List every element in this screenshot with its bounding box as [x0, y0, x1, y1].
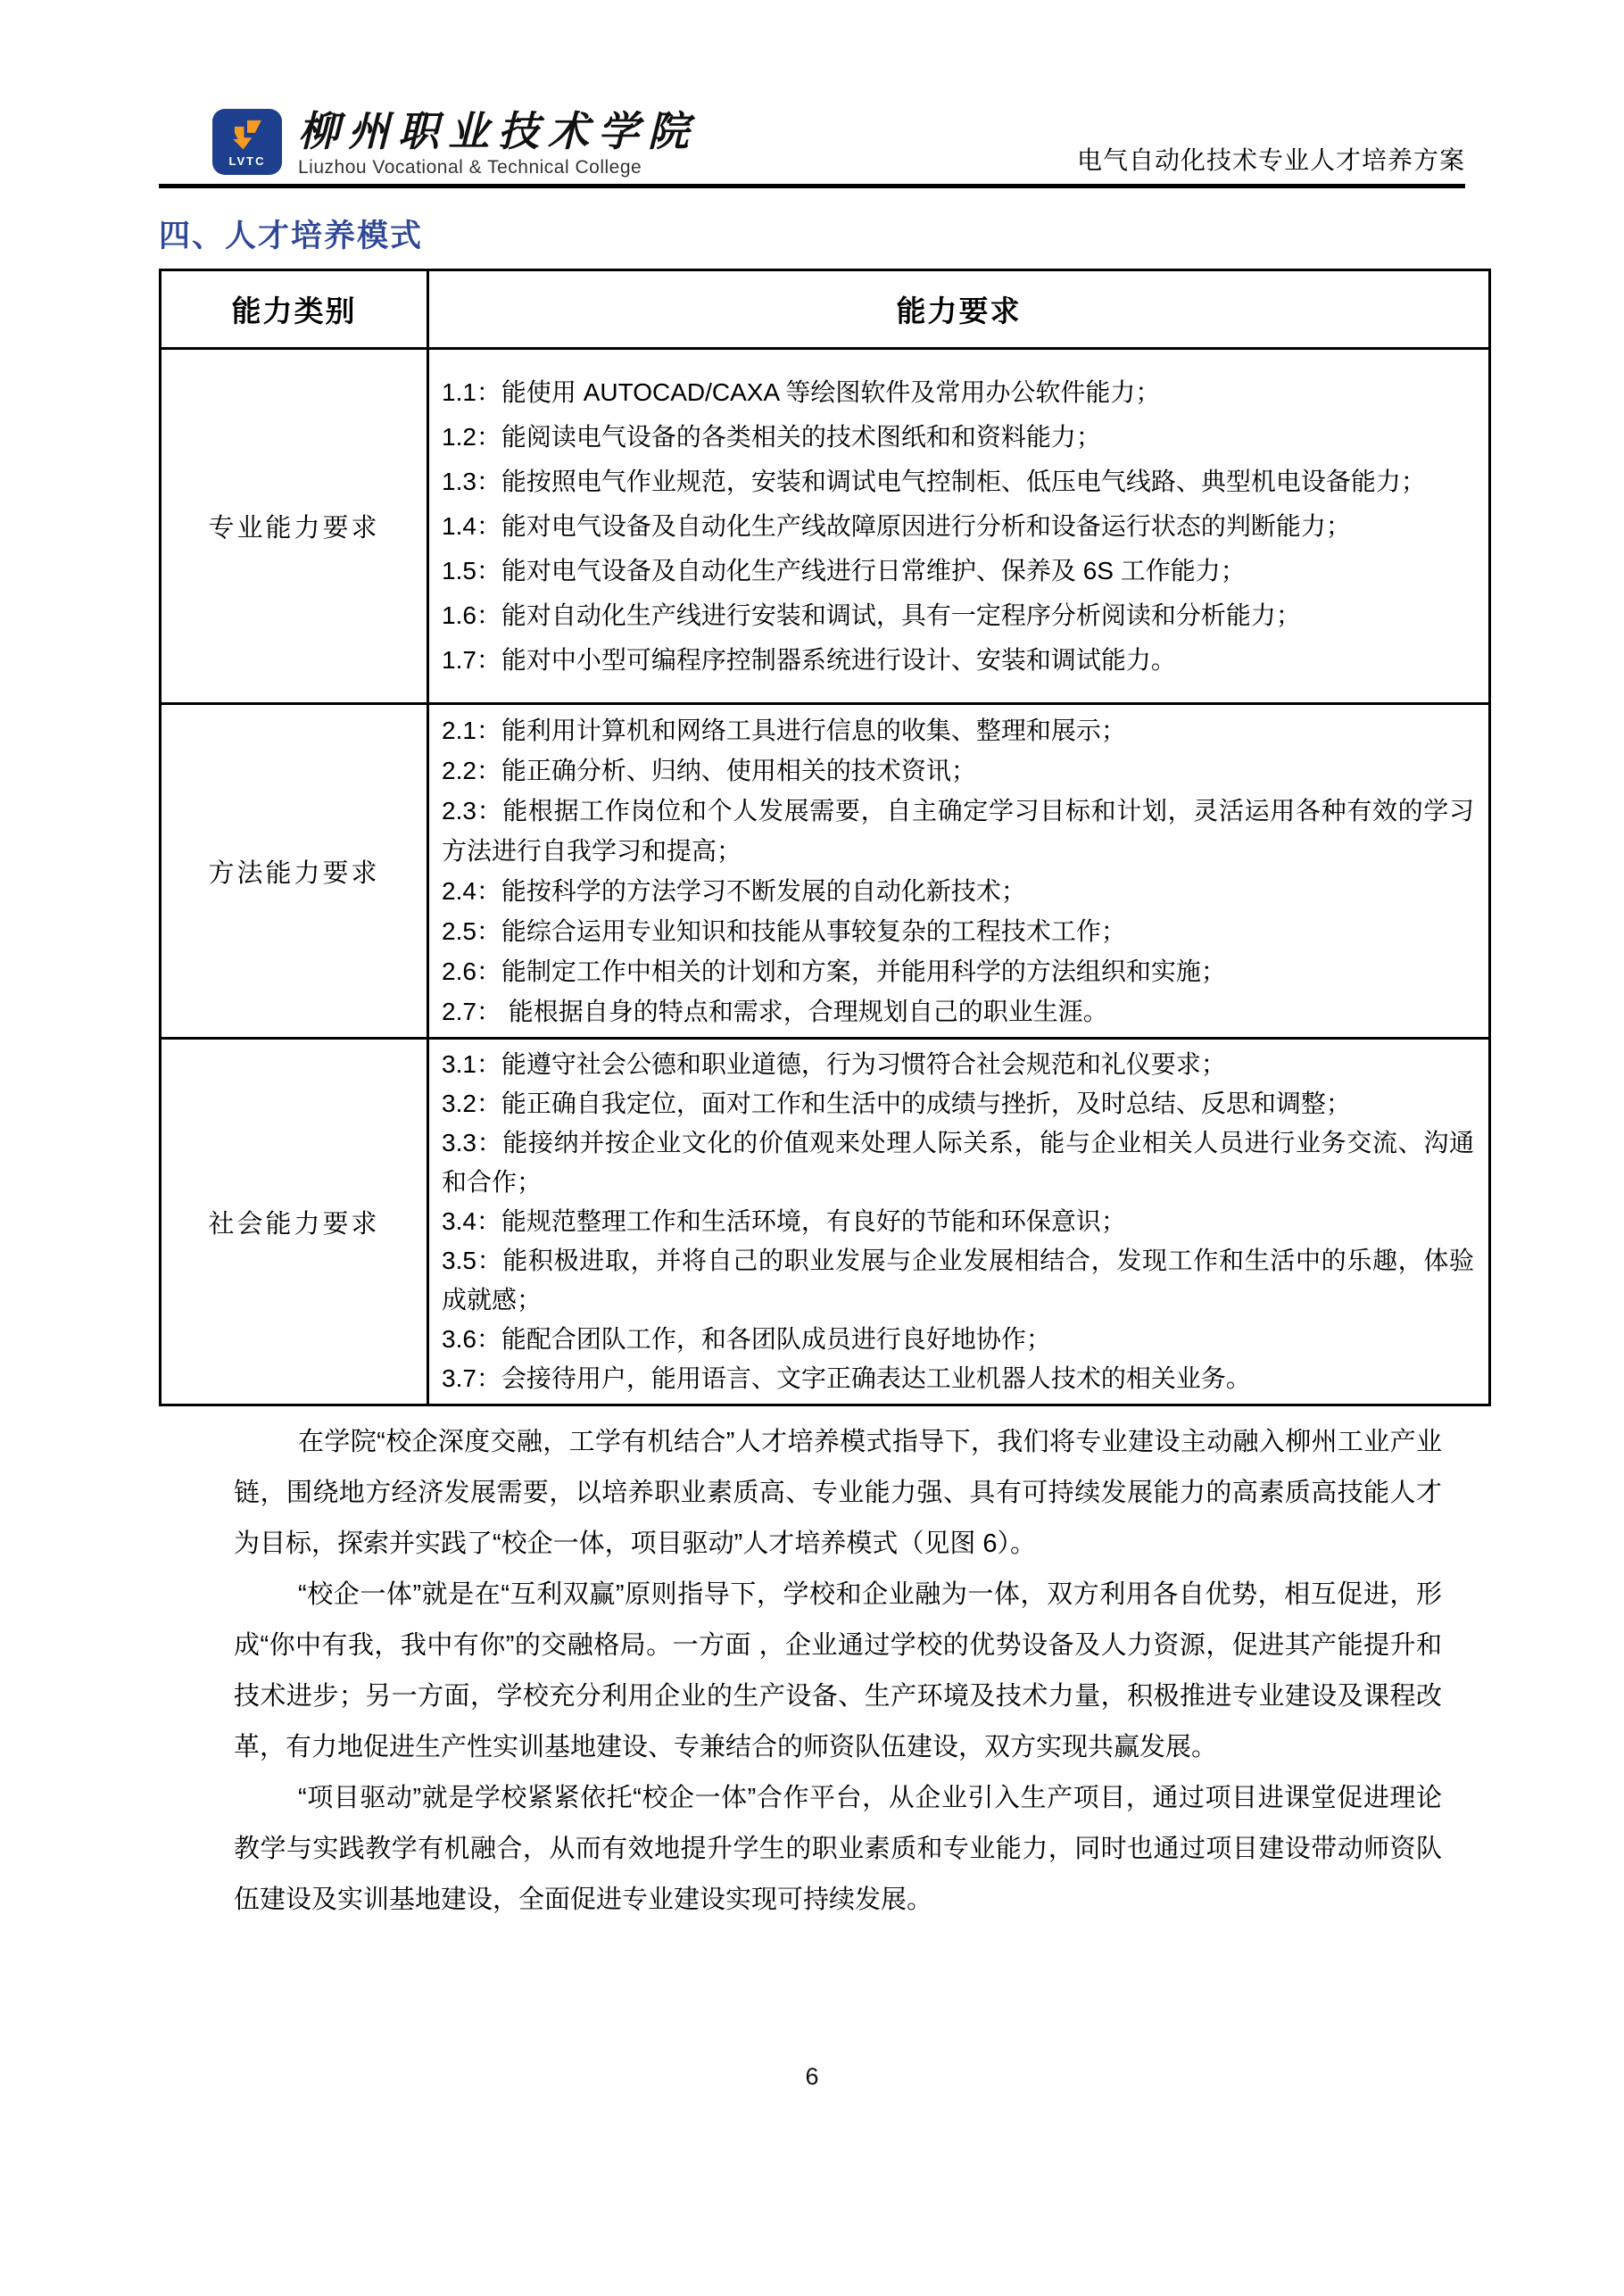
college-names: [298, 109, 698, 178]
ability-item: 3.3：能接纳并按企业文化的价值观来处理人际关系，能与企业相关人员进行业务交流、沟通和合作；: [442, 1129, 1474, 1196]
header-branding: [212, 109, 698, 178]
college-logo: [212, 109, 282, 175]
ability-item: 2.7： 能根据自身的特点和需求，合理规划自己的职业生涯。: [442, 998, 1108, 1025]
ability-table: [159, 269, 1491, 1406]
ability-item: 2.2：能正确分析、归纳、使用相关的技术资讯；: [442, 757, 976, 784]
ability-item: 3.4：能规范整理工作和生活环境，有良好的节能和环保意识；: [442, 1207, 1126, 1235]
ability-item: 2.4：能按科学的方法学习不断发展的自动化新技术；: [442, 877, 1026, 905]
ability-item: 2.3：能根据工作岗位和个人发展需要，自主确定学习目标和计划，灵活运用各种有效的学习方法进行自我学习和提高；: [442, 797, 1474, 865]
document-title: 电气自动化技术专业人才培养方案: [1076, 146, 1465, 174]
body-paragraph-2: “校企一体”就是在“互利双赢”原则指导下，学校和企业融为一体，双方利用各自优势，相互促进，形成“你中有我，我中有你”的交融格局。一方面 ，企业通过学校的优势设备及人力资源，促进其产能提升和技术进步；另一方面，学校充分利用企业的生产设备、生产环境及技术力量，积极推进专业建设及课程改革，有力地促进生产性实训基地建设、专兼结合的师资队伍建设，双方实现共赢发展。: [234, 1580, 1442, 1761]
ability-item: 3.1：能遵守社会公德和职业道德，行为习惯符合社会规范和礼仪要求；: [442, 1050, 1226, 1078]
requirements-cell: [428, 1039, 1490, 1405]
college-name-en: Liuzhou Vocational & Technical College: [298, 157, 642, 178]
requirements-cell: [428, 349, 1490, 704]
category-cell: 专业能力要求: [161, 349, 428, 704]
ability-item: 2.1：能利用计算机和网络工具进行信息的收集、整理和展示；: [442, 717, 1126, 744]
ability-item: 1.4：能对电气设备及自动化生产线故障原因进行分析和设备运行状态的判断能力；: [442, 511, 1351, 540]
section-title: 四、人才培养模式: [159, 219, 424, 253]
body-text: [159, 1417, 1488, 1926]
category-cell: 方法能力要求: [161, 704, 428, 1039]
lvtc-logo-mark-icon: [228, 118, 267, 153]
logo-abbr-text: LVTC: [228, 153, 266, 168]
page-number: 6: [805, 2063, 819, 2090]
ability-item: 2.5：能综合运用专业知识和技能从事较复杂的工程技术工作；: [442, 917, 1126, 945]
page-content: [159, 0, 1488, 1926]
ability-item: 3.5：能积极进取，并将自己的职业发展与企业发展相结合，发现工作和生活中的乐趣，体验成就感；: [442, 1247, 1474, 1314]
column-header-category: 能力类别: [161, 270, 428, 349]
ability-item: 3.6：能配合团队工作，和各团队成员进行良好地协作；: [442, 1325, 1051, 1353]
category-cell: 社会能力要求: [161, 1039, 428, 1405]
college-name-cn: 柳州职业技术学院: [298, 107, 698, 155]
column-header-requirements: 能力要求: [428, 270, 1490, 349]
ability-item: 1.1：能使用 AUTOCAD/CAXA 等绘图软件及常用办公软件能力；: [442, 377, 1161, 406]
ability-item: 3.2：能正确自我定位，面对工作和生活中的成绩与挫折，及时总结、反思和调整；: [442, 1090, 1351, 1117]
body-paragraph-1: 在学院“校企深度交融，工学有机结合”人才培养模式指导下，我们将专业建设主动融入柳州工业产业链，围绕地方经济发展需要，以培养职业素质高、专业能力强、具有可持续发展能力的高素质高技能人才为目标，探索并实践了“校企一体，项目驱动”人才培养模式（见图 6）。: [234, 1428, 1442, 1558]
ability-item: 1.3：能按照电气作业规范，安装和调试电气控制柜、低压电气线路、典型机电设备能力；: [442, 467, 1426, 495]
body-paragraph-3: “项目驱动”就是学校紧紧依托“校企一体”合作平台，从企业引入生产项目，通过项目进课堂促进理论教学与实践教学有机融合，从而有效地提升学生的职业素质和专业能力，同时也通过项目建设带动师资队伍建设及实训基地建设，全面促进专业建设实现可持续发展。: [234, 1784, 1442, 1914]
table-row-method: [161, 704, 1490, 1039]
ability-item: 2.6：能制定工作中相关的计划和方案，并能用科学的方法组织和实施；: [442, 957, 1226, 985]
page-header: [159, 109, 1465, 188]
ability-item: 1.6：能对自动化生产线进行安装和调试，具有一定程序分析阅读和分析能力；: [442, 601, 1301, 629]
table-row-social: [161, 1039, 1490, 1405]
ability-item: 1.5：能对电气设备及自动化生产线进行日常维护、保养及 6S 工作能力；: [442, 556, 1246, 584]
table-header-row: [161, 270, 1490, 349]
table-row-professional: [161, 349, 1490, 704]
ability-item: 1.2：能阅读电气设备的各类相关的技术图纸和和资料能力；: [442, 422, 1101, 451]
ability-item: 1.7：能对中小型可编程序控制器系统进行设计、安装和调试能力。: [442, 645, 1176, 674]
requirements-cell: [428, 704, 1490, 1039]
ability-item: 3.7：会接待用户，能用语言、文字正确表达工业机器人技术的相关业务。: [442, 1364, 1251, 1392]
